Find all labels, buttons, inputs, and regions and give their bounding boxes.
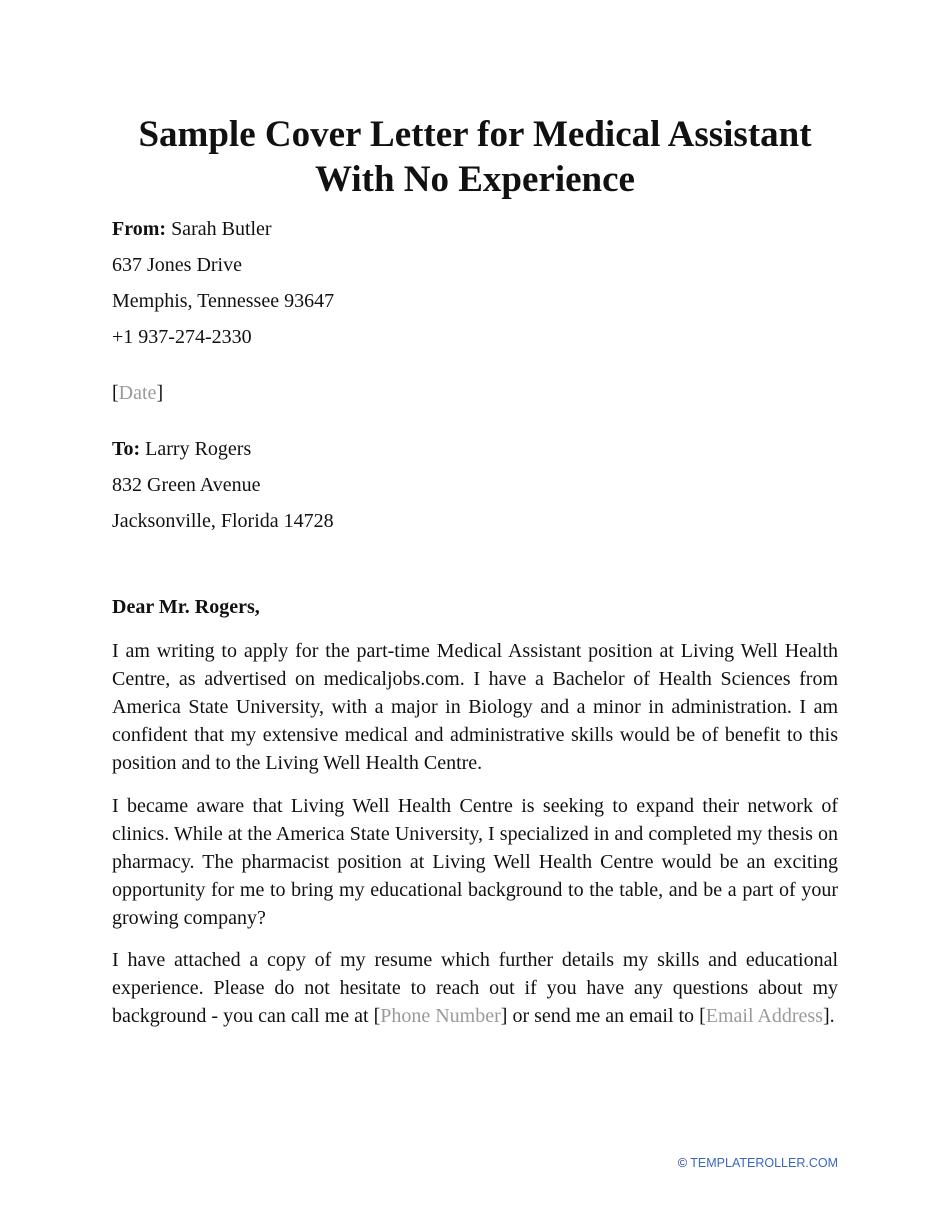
paragraph-3-text-end: ]. xyxy=(822,1005,835,1027)
sender-phone: +1 937-274-2330 xyxy=(112,326,252,348)
body-paragraph-2: I became aware that Living Well Health Centre is seeking to expand their network of clinics. While at the America State University, I specialized in and completed my thesis on pharmacy. The pharmacist position at Living Well Health Centre would be an exciting opportunity for me to bring my educational background to the table, and be a part of your growing company? xyxy=(112,795,838,929)
title-line-1: Sample Cover Letter for Medical Assistant xyxy=(138,114,812,155)
document-title xyxy=(112,112,838,202)
salutation: Dear Mr. Rogers, xyxy=(112,596,260,618)
body-paragraph-3 xyxy=(112,946,838,1030)
templateroller-link[interactable]: TEMPLATEROLLER.COM xyxy=(690,1156,838,1170)
to-label: To: xyxy=(112,438,141,460)
email-address-placeholder: Email Address xyxy=(705,1005,823,1027)
copyright-symbol: © xyxy=(677,1156,688,1170)
body-paragraph-1: I am writing to apply for the part-time Medical Assistant position at Living Well Health Centre, as advertised on medicaljobs.com. I have a Bachelor of Health Sciences from America State University, with a major in Biology and a minor in administration. I am confident that my extensive medical and administrative skills would be of benefit to this position and to the Living Well Health Centre. xyxy=(112,640,838,774)
date-line xyxy=(112,380,163,406)
recipient-street: 832 Green Avenue xyxy=(112,474,261,496)
from-label: From: xyxy=(112,218,167,240)
recipient-name-line xyxy=(112,436,251,462)
date-placeholder: Date xyxy=(118,382,157,404)
footer-credit xyxy=(678,1155,838,1171)
paragraph-3-text-start: I have attached a copy of my resume which further details my skills and educational experience. Please do not hesitate to reach out if you have any questions about my background - you can call me at xyxy=(112,949,838,1027)
title-line-2: With No Experience xyxy=(315,159,635,200)
paragraph-3-text-middle: ] or send me an email to xyxy=(500,1005,700,1027)
sender-name-line xyxy=(112,216,272,242)
sender-city: Memphis, Tennessee 93647 xyxy=(112,290,335,312)
recipient-name: Larry Rogers xyxy=(145,438,252,460)
date-bracket-open: [ xyxy=(112,382,119,404)
email-bracket-open: [ xyxy=(699,1005,706,1027)
sender-name: Sarah Butler xyxy=(171,218,272,240)
sender-street: 637 Jones Drive xyxy=(112,254,242,276)
phone-bracket-open: [ xyxy=(373,1005,381,1027)
phone-number-placeholder: Phone Number xyxy=(380,1005,501,1027)
recipient-city: Jacksonville, Florida 14728 xyxy=(112,510,334,532)
date-bracket-close: ] xyxy=(156,382,164,404)
